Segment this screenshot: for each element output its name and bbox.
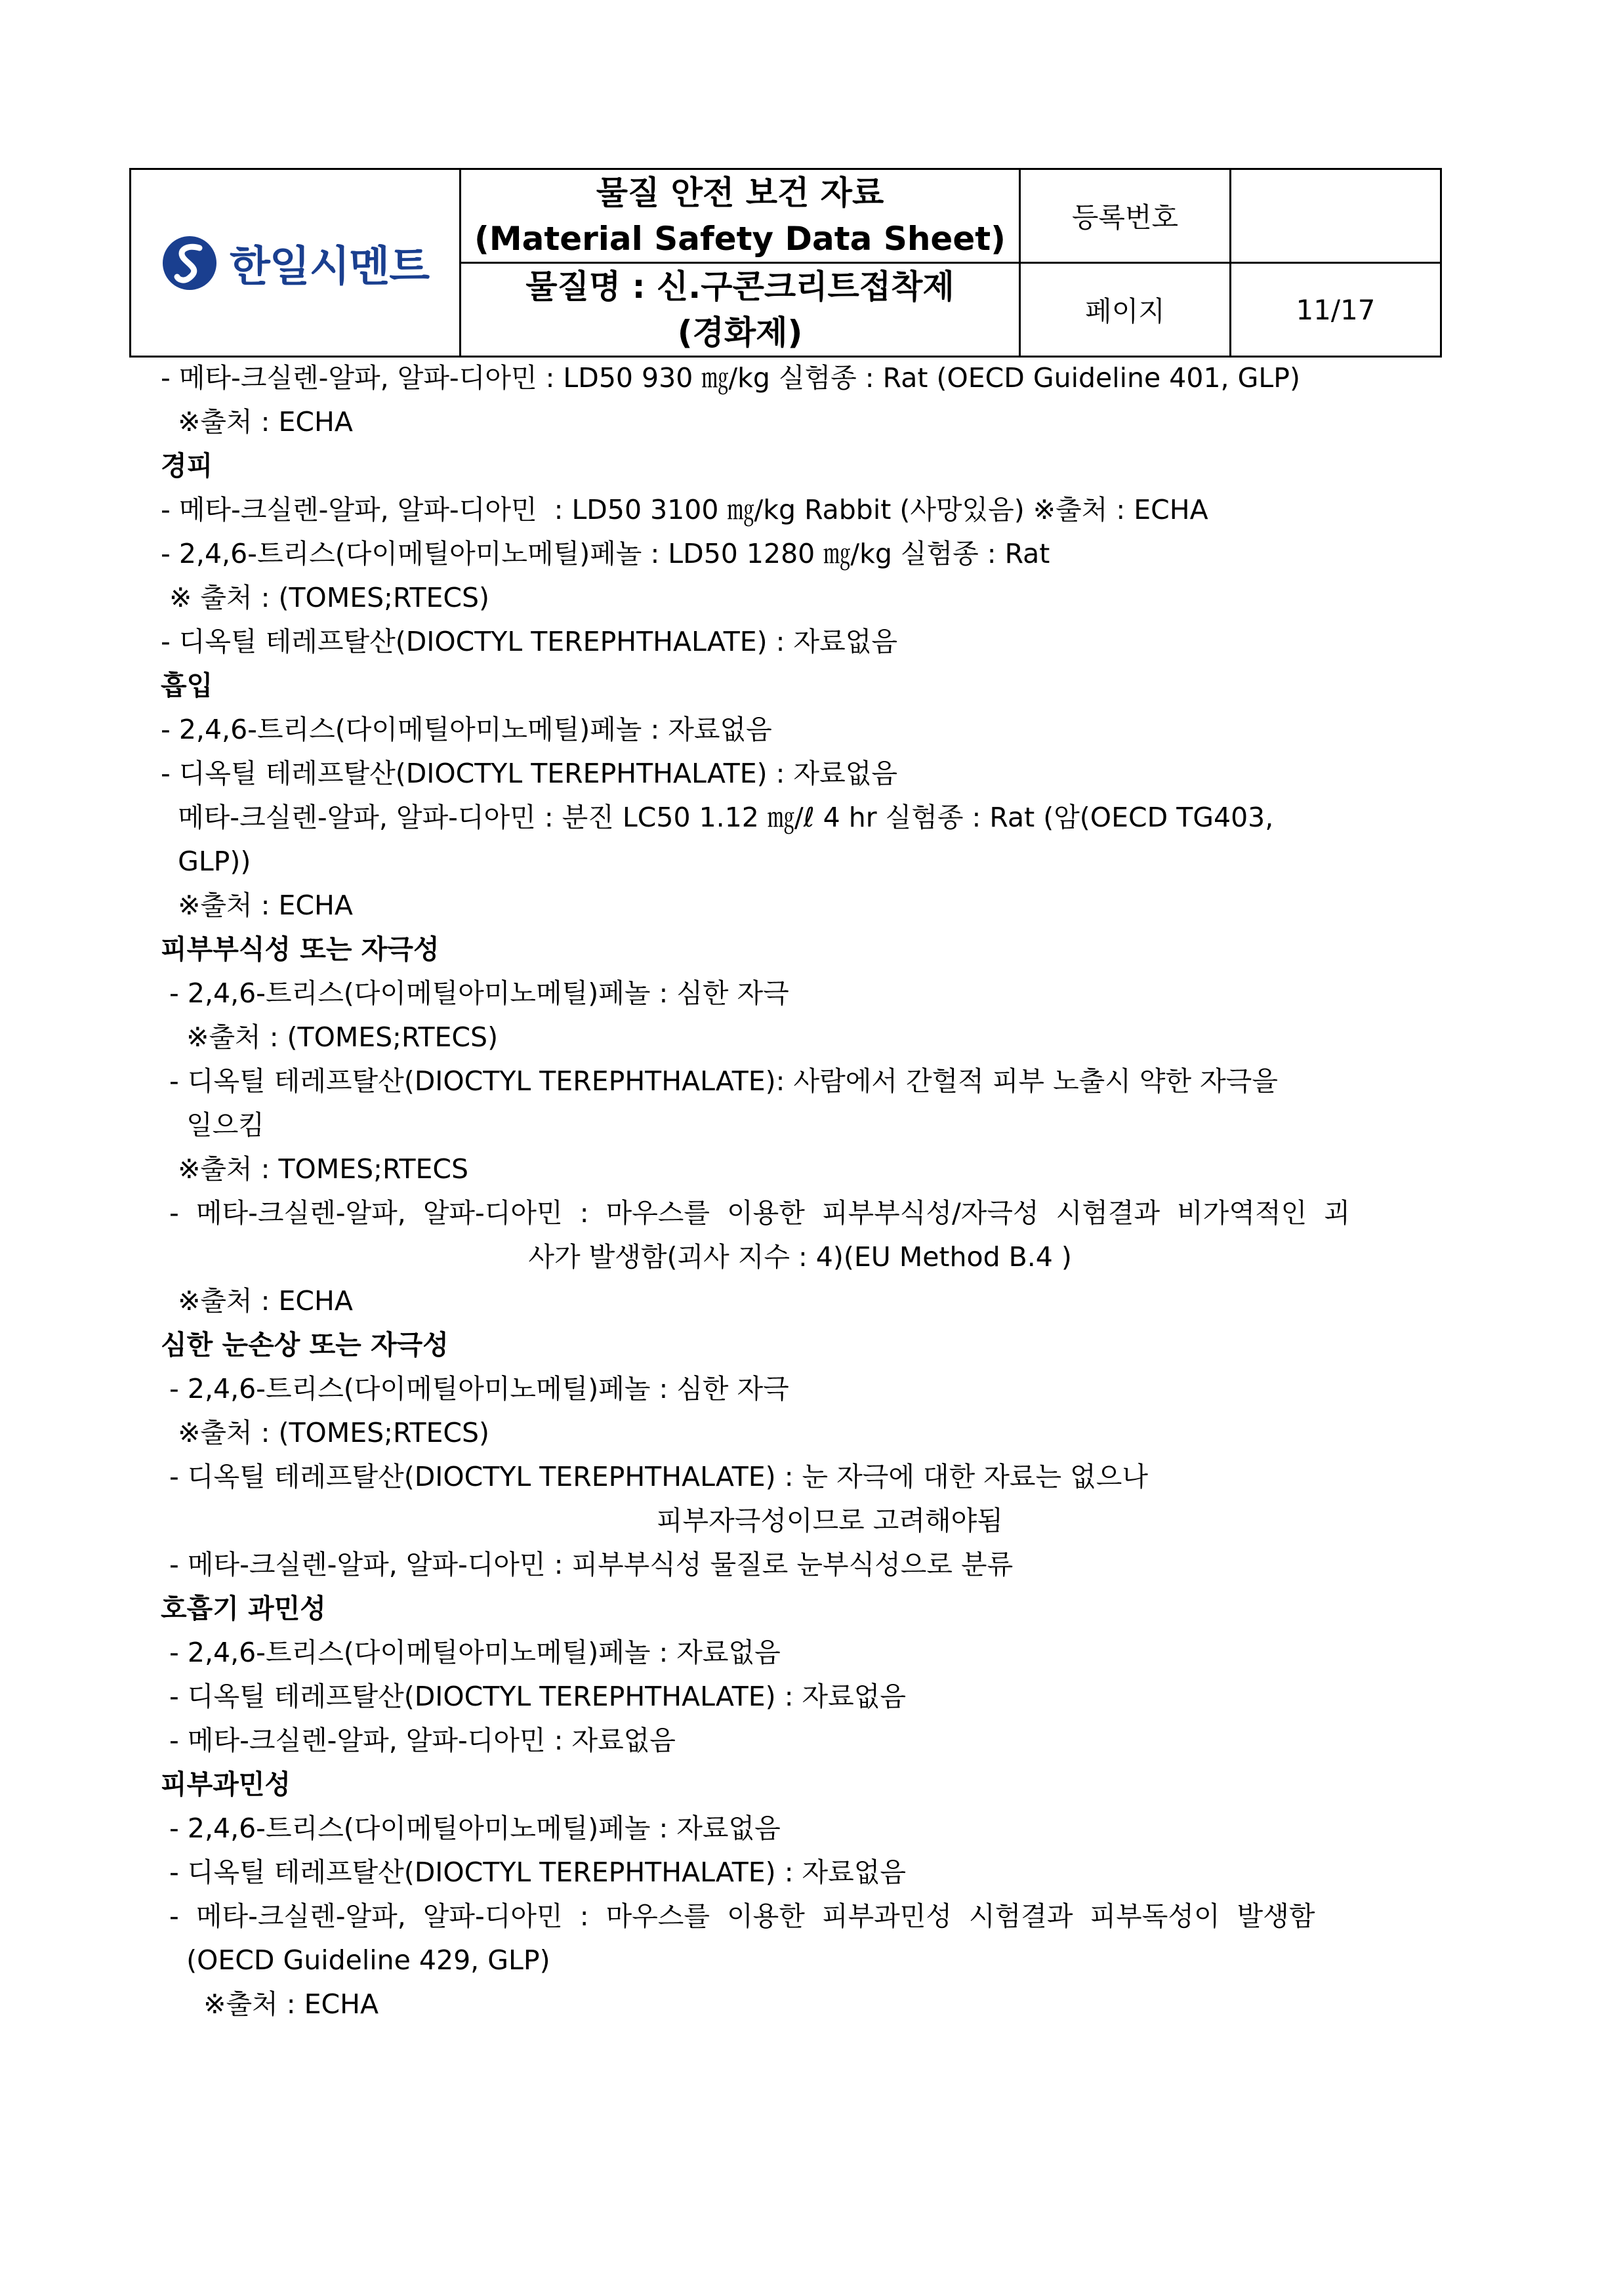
text-line: - 2,4,6-트리스(다이메틸아미노메틸)페놀 : 자료없음 xyxy=(161,714,772,745)
product-name: 물질명 : 신.구콘크리트접착제 xyxy=(525,268,954,306)
text-line: - 메타-크실렌-알파, 알파-디아민 : LD50 3100 ㎎/kg Rabbit (사망있음) ※출처 : ECHA xyxy=(161,494,1208,525)
document-title-cell xyxy=(461,169,1020,263)
section-heading-inhalation: 흡입 xyxy=(161,670,213,701)
source-note: ※출처 : ECHA xyxy=(161,406,353,438)
toxicity-section xyxy=(161,356,1466,2026)
text-line: GLP)) xyxy=(161,846,251,877)
source-note: ※출처 : ECHA xyxy=(161,1988,379,2020)
text-line: - 메타-크실렌-알파, 알파-디아민 : 마우스를 이용한 피부부식성/자극성 시험결과 비가역적인 괴 xyxy=(161,1197,1350,1229)
text-line: - 디옥틸 테레프탈산(DIOCTYL TEREPHTHALATE) : 자료없음 xyxy=(161,1681,906,1712)
page-number: 11/17 xyxy=(1231,263,1441,357)
text-line: - 2,4,6-트리스(다이메틸아미노메틸)페놀 : 심한 자극 xyxy=(161,1373,789,1404)
registration-label: 등록번호 xyxy=(1020,169,1231,263)
section-heading-respiratory-sensitization: 호흡기 과민성 xyxy=(161,1593,326,1624)
text-line: - 디옥틸 테레프탈산(DIOCTYL TEREPHTHALATE): 사람에서 간헐적 피부 노출시 약한 자극을 xyxy=(161,1065,1278,1097)
company-logo xyxy=(131,233,459,293)
source-note: ※출처 : TOMES;RTECS xyxy=(161,1153,469,1185)
text-line: 사가 발생함(괴사 지수 : 4)(EU Method B.4 ) xyxy=(161,1241,1072,1273)
text-line: 일으킴 xyxy=(161,1109,264,1141)
section-heading-skin-sensitization: 피부과민성 xyxy=(161,1769,291,1800)
text-line: - 디옥틸 테레프탈산(DIOCTYL TEREPHTHALATE) : 자료없음 xyxy=(161,1856,906,1888)
document-title-en: (Material Safety Data Sheet) xyxy=(474,220,1006,258)
text-line: - 메타-크실렌-알파, 알파-디아민 : 자료없음 xyxy=(161,1725,676,1756)
text-line: - 2,4,6-트리스(다이메틸아미노메틸)페놀 : LD50 1280 ㎎/kg 실험종 : Rat xyxy=(161,538,1050,569)
text-line: (OECD Guideline 429, GLP) xyxy=(161,1944,550,1976)
company-emblem-icon xyxy=(161,235,218,291)
product-name-cell xyxy=(461,263,1020,357)
text-line: - 메타-크실렌-알파, 알파-디아민 : 피부부식성 물질로 눈부식성으로 분류 xyxy=(161,1549,1014,1580)
text-line: - 메타-크실렌-알파, 알파-디아민 : 마우스를 이용한 피부과민성 시험결과 피부독성이 발생함 xyxy=(161,1900,1315,1932)
section-heading-skin-corrosion: 피부부식성 또는 자극성 xyxy=(161,933,440,965)
text-line: - 디옥틸 테레프탈산(DIOCTYL TEREPHTHALATE) : 눈 자극에 대한 자료는 없으나 xyxy=(161,1461,1148,1492)
section-heading-dermal: 경피 xyxy=(161,450,213,482)
text-line: - 2,4,6-트리스(다이메틸아미노메틸)페놀 : 자료없음 xyxy=(161,1813,781,1844)
text-line: - 디옥틸 테레프탈산(DIOCTYL TEREPHTHALATE) : 자료없음 xyxy=(161,758,897,789)
source-note: ※ 출처 : (TOMES;RTECS) xyxy=(161,582,490,613)
document-title-ko: 물질 안전 보건 자료 xyxy=(596,174,884,212)
company-logo-cell xyxy=(131,169,461,357)
source-note: ※출처 : (TOMES;RTECS) xyxy=(161,1021,499,1053)
page-label: 페이지 xyxy=(1020,263,1231,357)
company-name: 한일시멘트 xyxy=(229,242,430,291)
source-note: ※출처 : ECHA xyxy=(161,1285,353,1317)
source-note: ※출처 : (TOMES;RTECS) xyxy=(161,1417,490,1448)
msds-header-table xyxy=(129,168,1442,358)
text-line: - 2,4,6-트리스(다이메틸아미노메틸)페놀 : 심한 자극 xyxy=(161,977,789,1009)
registration-value xyxy=(1231,169,1441,263)
text-line: - 디옥틸 테레프탈산(DIOCTYL TEREPHTHALATE) : 자료없음 xyxy=(161,626,897,657)
text-line: 메타-크실렌-알파, 알파-디아민 : 분진 LC50 1.12 ㎎/ℓ 4 hr 실험종 : Rat (암(OECD TG403, xyxy=(161,802,1274,833)
product-type: (경화제) xyxy=(677,314,803,352)
source-note: ※출처 : ECHA xyxy=(161,890,353,921)
text-line: - 메타-크실렌-알파, 알파-디아민 : LD50 930 ㎎/kg 실험종 : Rat (OECD Guideline 401, GLP) xyxy=(161,362,1300,394)
text-line: 피부자극성이므로 고려해야됨 xyxy=(161,1505,1003,1536)
text-line: - 2,4,6-트리스(다이메틸아미노메틸)페놀 : 자료없음 xyxy=(161,1637,781,1668)
section-heading-eye-damage: 심한 눈손상 또는 자극성 xyxy=(161,1329,449,1361)
